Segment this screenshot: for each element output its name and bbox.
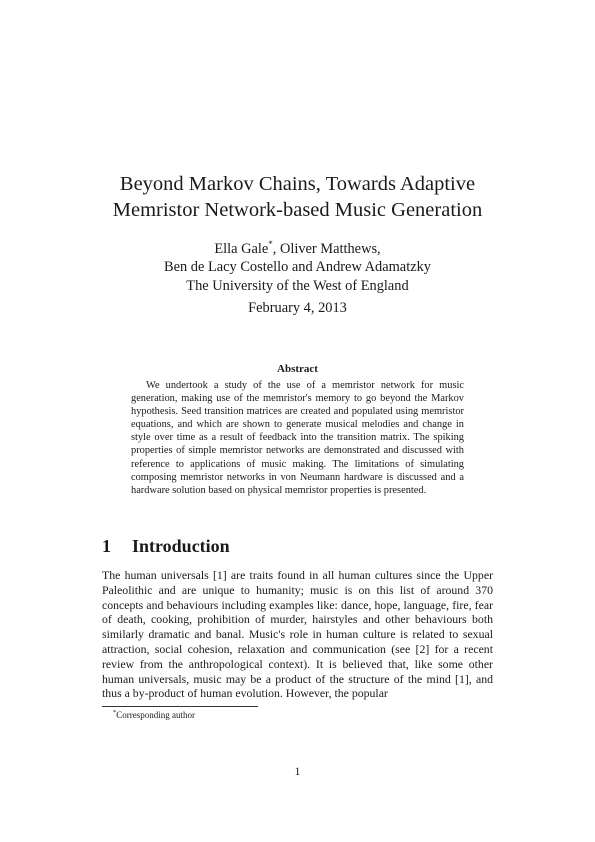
affiliation: The University of the West of England (186, 277, 409, 294)
abstract-heading: Abstract (277, 363, 318, 375)
title-line-1: Beyond Markov Chains, Towards Adaptive (119, 173, 476, 195)
footnote-divider (102, 706, 258, 707)
section-number: 1 (102, 536, 111, 556)
publication-date: February 4, 2013 (248, 300, 347, 316)
title-line-2: Memristor Network-based Music Generation (112, 199, 483, 221)
corresponding-author-mark: * (268, 239, 273, 249)
author-first: Ella Gale (214, 240, 269, 257)
footnote-mark: * (113, 709, 117, 716)
author-rest: , Oliver Matthews, (272, 240, 381, 257)
footnote-text: Corresponding author (116, 710, 195, 720)
abstract-text: We undertook a study of the use of a memristor network for music generation, making use of the memristor's memory to go beyond the Markov hypothesis. Seed transition matrices are created and populated using memristor equations, and which are shown to generate musical melodies and change in style over time as a result of feedback into the transition matrix. The spiking properties of simple memristor networks are demonstrated and discussed with reference to applications of music making. The limitations of simulating composing memristor networks in von Neumann hardware is discussed and a hardware solution based on physical memristor properties is presented. (131, 380, 464, 496)
paper-title (60, 171, 535, 223)
section-heading (102, 536, 230, 557)
footnote (113, 709, 195, 720)
author-line-1 (60, 235, 535, 258)
introduction-paragraph: The human universals [1] are traits found in all human cultures since the Upper Paleolithic and are unique to humanity; music is on this list of around 370 concepts and behaviours including examples like: dance, hope, language, fire, fear of death, cooking, prohibition of murder, hairstyles and other behaviours both similarly dramatic and banal. Music's role in human culture is related to sexual attraction, social cohesion, relaxation and communication (see [2] for a recent review from the anthropological context). It is believed that, like some other human universals, music may be a product of the structure of the mind [1], and thus a by-product of human evolution. However, the popular (102, 568, 493, 701)
author-block (60, 235, 535, 295)
page-number: 1 (294, 766, 301, 778)
section-title: Introduction (132, 536, 230, 556)
author-line-2: Ben de Lacy Costello and Andrew Adamatzky (164, 259, 431, 276)
